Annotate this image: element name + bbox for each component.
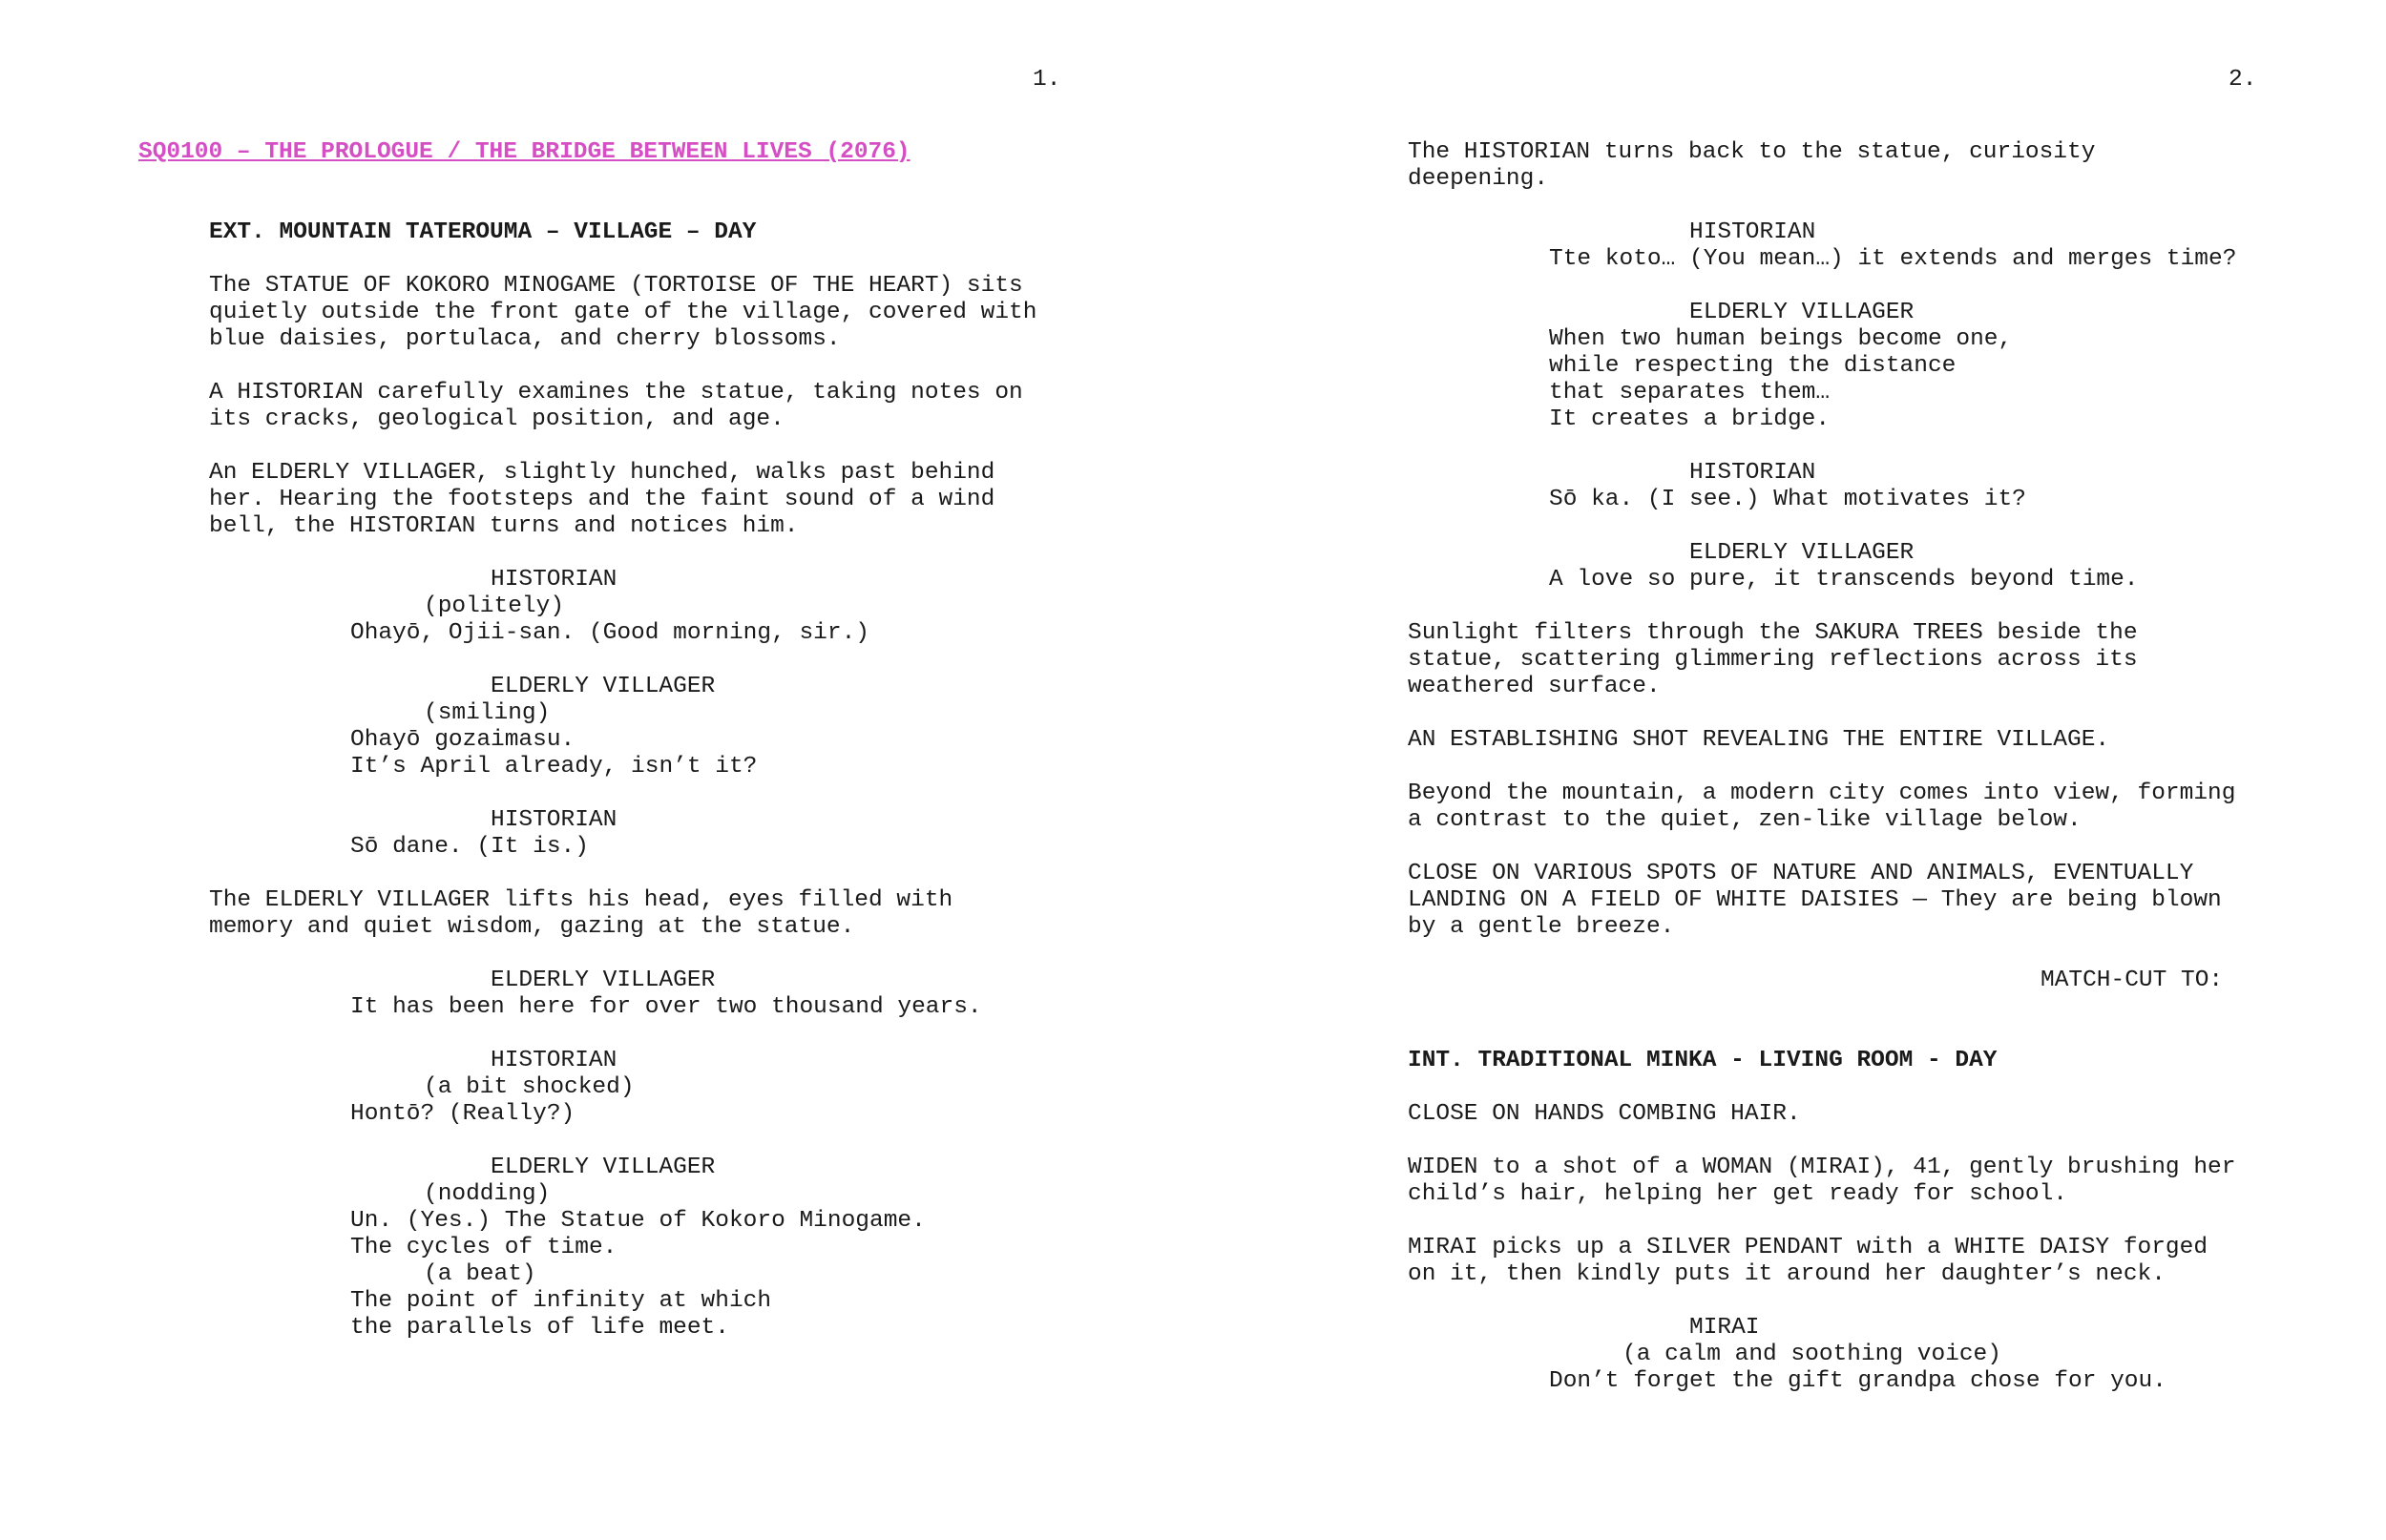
dialogue-line: A love so pure, it transcends beyond time.: [1549, 567, 2139, 593]
action-line: Beyond the mountain, a modern city comes into view, forming: [1408, 780, 2236, 806]
action-line: The HISTORIAN turns back to the statue, curiosity: [1408, 139, 2096, 165]
parenthetical: (nodding): [424, 1181, 551, 1207]
parenthetical: (politely): [424, 593, 565, 619]
parenthetical: (smiling): [424, 700, 551, 726]
sequence-heading: SQ0100 – THE PROLOGUE / THE BRIDGE BETWEEN LIVES (2076): [138, 139, 910, 165]
action-line: A HISTORIAN carefully examines the statue, taking notes on: [209, 380, 1023, 406]
page-number: 1.: [1033, 67, 1061, 93]
action-line: AN ESTABLISHING SHOT REVEALING THE ENTIRE VILLAGE.: [1408, 727, 2110, 753]
dialogue-line: the parallels of life meet.: [350, 1315, 729, 1341]
action-line: WIDEN to a shot of a WOMAN (MIRAI), 41, gently brushing her: [1408, 1155, 2236, 1180]
parenthetical: (a calm and soothing voice): [1622, 1342, 2001, 1367]
action-line: statue, scattering glimmering reflections across its: [1408, 647, 2138, 673]
dialogue-line: that separates them…: [1549, 380, 1831, 406]
dialogue-line: The cycles of time.: [350, 1235, 617, 1260]
scene-heading: INT. TRADITIONAL MINKA - LIVING ROOM - DAY: [1408, 1048, 1998, 1073]
dialogue-line: Sō ka. (I see.) What motivates it?: [1549, 487, 2026, 512]
transition: MATCH-CUT TO:: [2041, 968, 2224, 993]
character-name: HISTORIAN: [491, 807, 617, 833]
character-name: ELDERLY VILLAGER: [491, 674, 716, 699]
action-line: The STATUE OF KOKORO MINOGAME (TORTOISE OF THE HEART) sits: [209, 273, 1023, 299]
dialogue-line: Un. (Yes.) The Statue of Kokoro Minogame.: [350, 1208, 926, 1234]
action-line: weathered surface.: [1408, 674, 1661, 699]
dialogue-line: Hontō? (Really?): [350, 1101, 576, 1127]
action-line: blue daisies, portulaca, and cherry blossoms.: [209, 326, 841, 352]
action-line: memory and quiet wisdom, gazing at the statue.: [209, 914, 855, 940]
character-name: ELDERLY VILLAGER: [1689, 300, 1915, 325]
action-line: CLOSE ON VARIOUS SPOTS OF NATURE AND ANIMALS, EVENTUALLY: [1408, 861, 2194, 886]
dialogue-line: while respecting the distance: [1549, 353, 1957, 379]
action-line: The ELDERLY VILLAGER lifts his head, eyes filled with: [209, 887, 953, 913]
character-name: ELDERLY VILLAGER: [1689, 540, 1915, 566]
action-line: MIRAI picks up a SILVER PENDANT with a WHITE DAISY forged: [1408, 1235, 2208, 1260]
script-page-2: [1193, 0, 2386, 1540]
action-line: quietly outside the front gate of the village, covered with: [209, 300, 1037, 325]
character-name: HISTORIAN: [491, 567, 617, 593]
dialogue-line: When two human beings become one,: [1549, 326, 2013, 352]
action-line: its cracks, geological position, and age.: [209, 406, 785, 432]
action-line: deepening.: [1408, 166, 1549, 192]
dialogue-line: Ohayō, Ojii-san. (Good morning, sir.): [350, 620, 869, 646]
action-line: CLOSE ON HANDS COMBING HAIR.: [1408, 1101, 1801, 1127]
character-name: HISTORIAN: [1689, 460, 1816, 486]
parenthetical: (a beat): [424, 1261, 536, 1287]
action-line: on it, then kindly puts it around her daughter’s neck.: [1408, 1261, 2166, 1287]
action-line: An ELDERLY VILLAGER, slightly hunched, walks past behind: [209, 460, 995, 486]
action-line: Sunlight filters through the SAKURA TREES beside the: [1408, 620, 2138, 646]
action-line: LANDING ON A FIELD OF WHITE DAISIES — They are being blown: [1408, 887, 2222, 913]
character-name: MIRAI: [1689, 1315, 1760, 1341]
dialogue-line: It has been here for over two thousand years.: [350, 994, 982, 1020]
action-line: by a gentle breeze.: [1408, 914, 1675, 940]
action-line: a contrast to the quiet, zen-like village below.: [1408, 807, 2082, 833]
dialogue-line: It creates a bridge.: [1549, 406, 1831, 432]
dialogue-line: Ohayō gozaimasu.: [350, 727, 576, 753]
character-name: HISTORIAN: [1689, 219, 1816, 245]
dialogue-line: The point of infinity at which: [350, 1288, 772, 1314]
action-line: her. Hearing the footsteps and the faint sound of a wind: [209, 487, 995, 512]
page-number: 2.: [2229, 67, 2257, 93]
parenthetical: (a bit shocked): [424, 1074, 635, 1100]
character-name: ELDERLY VILLAGER: [491, 968, 716, 993]
dialogue-line: Sō dane. (It is.): [350, 834, 589, 860]
character-name: ELDERLY VILLAGER: [491, 1155, 716, 1180]
dialogue-line: Tte koto… (You mean…) it extends and merges time?: [1549, 246, 2237, 272]
action-line: bell, the HISTORIAN turns and notices him.: [209, 513, 799, 539]
dialogue-line: It’s April already, isn’t it?: [350, 754, 758, 780]
scene-heading: EXT. MOUNTAIN TATEROUMA – VILLAGE – DAY: [209, 219, 757, 245]
character-name: HISTORIAN: [491, 1048, 617, 1073]
dialogue-line: Don’t forget the gift grandpa chose for you.: [1549, 1368, 2166, 1394]
action-line: child’s hair, helping her get ready for school.: [1408, 1181, 2068, 1207]
